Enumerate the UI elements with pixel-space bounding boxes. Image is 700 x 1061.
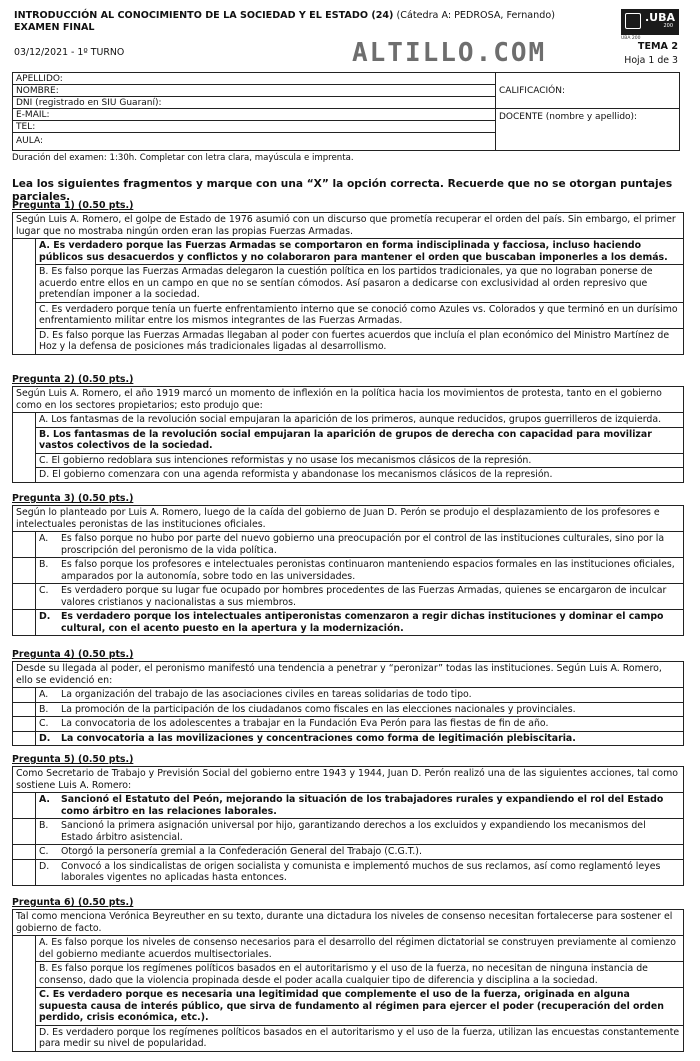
- field-aula[interactable]: AULA:: [16, 136, 43, 146]
- option-a[interactable]: [13, 532, 683, 558]
- question-6: [12, 897, 684, 1052]
- exam-type: EXAMEN FINAL: [14, 22, 95, 33]
- field-dni[interactable]: DNI (registrado en SIU Guaraní):: [13, 97, 495, 109]
- question-stem: Como Secretario de Trabajo y Previsión Social del gobierno entre 1943 y 1944, Juan D. Perón realizó una de las siguientes acciones, tal como sostiene Luis A. Romero:: [13, 767, 683, 793]
- option-c[interactable]: [13, 717, 683, 731]
- option-c[interactable]: [13, 845, 683, 859]
- option-text: Convocó a los sindicalistas de origen socialista y comunista e implementó muchos de sus reclamos, así como reglamentó leyes laborales vigentes no aplicadas hasta entonces.: [61, 860, 661, 884]
- option-c[interactable]: [35, 454, 683, 468]
- option-letter: A.: [39, 689, 49, 701]
- option-text: A. Es verdadero porque las Fuerzas Armadas se comportaron en forma indisciplinada y facciosa, incluso haciendo públicos sus desacuerdos y conflictos y no colaboraron para mantener el orden que buscaban imponerles a los demás.: [39, 240, 668, 263]
- question-4: [12, 649, 684, 746]
- student-id-box: [12, 72, 680, 151]
- option-letter: C.: [39, 846, 49, 858]
- question-2: [12, 374, 684, 483]
- option-text: C. El gobierno redoblara sus intenciones reformistas y no usase los mecanismos clásicos de la represión.: [39, 454, 532, 466]
- option-letter: B.: [39, 559, 49, 571]
- uba-logo-mark-icon: [625, 13, 641, 29]
- option-text: Sancionó la primera asignación universal por hijo, garantizando derechos a los excluidos y expandiendo los mecanismos del Estado árbitro asistencial.: [61, 820, 646, 843]
- option-text: A. Es falso porque los niveles de consenso necesarios para el desarrollo del régimen dictatorial se construyen previamente al comienzo del gobierno mediante acuerdos multisectoriales.: [39, 937, 676, 960]
- field-nombre[interactable]: NOMBRE:: [13, 85, 495, 97]
- option-text: C. Es verdadero porque tenía un fuerte enfrentamiento interno que se conoció como Azules vs. Colorados y que terminó en un durísimo enfrentamiento militar entre los mismos integrantes de las Fuerzas Armadas.: [39, 303, 678, 327]
- question-title: Pregunta 5) (0.50 pts.): [12, 754, 134, 765]
- option-c[interactable]: [35, 303, 683, 329]
- question-title: Pregunta 6) (0.50 pts.): [12, 897, 134, 908]
- exam-date: 03/12/2021 - 1º TURNO: [14, 47, 125, 58]
- option-b[interactable]: [35, 962, 683, 988]
- option-letter: A.: [39, 794, 50, 806]
- option-text: D. Es falso porque las Fuerzas Armadas llegaban al poder con fuertes acuerdos que incluía el plan económico del Ministro Martínez de Hoz y la defensa de posiciones más tradicionales ligadas al desarrollismo.: [39, 329, 670, 353]
- option-text: D. Es verdadero porque los regímenes políticos basados en el autoritarismo y el uso de la fuerza, utilizan las encuestas constantemente para medir su nivel de popularidad.: [39, 1026, 680, 1050]
- option-letter: C.: [39, 718, 49, 730]
- option-letter: A.: [39, 533, 49, 545]
- field-calificacion[interactable]: CALIFICACIÓN:: [499, 86, 566, 96]
- uba-logo: [621, 9, 679, 35]
- question-3: [12, 493, 684, 636]
- option-a[interactable]: [13, 793, 683, 819]
- question-title: Pregunta 2) (0.50 pts.): [12, 374, 134, 385]
- option-text: D. El gobierno comenzara con una agenda reformista y abandonase los mecanismos clásicos de la represión.: [39, 469, 553, 481]
- option-text: Es verdadero porque los intelectuales antiperonistas comenzaron a regir dichas instituciones y dominar el campo cultural, con el acento puesto en la apertura y la modernización.: [61, 611, 664, 634]
- option-c[interactable]: [13, 584, 683, 610]
- option-d[interactable]: [35, 329, 683, 354]
- option-b[interactable]: [13, 558, 683, 584]
- option-d[interactable]: [13, 860, 683, 885]
- option-b[interactable]: [35, 428, 683, 454]
- tema-label: TEMA 2: [637, 41, 678, 52]
- question-stem: Según Luis A. Romero, el golpe de Estado de 1976 asumió con un discurso que prometía recuperar el orden del país. Sin embargo, el primer lugar que no mostraba ningún orden eran las propias Fuerzas Armadas.: [13, 213, 683, 239]
- option-letter: D.: [39, 860, 50, 872]
- question-title: Pregunta 1) (0.50 pts.): [12, 200, 134, 211]
- id-divider: [495, 73, 496, 150]
- option-d[interactable]: [35, 1026, 683, 1051]
- option-text: Es verdadero porque su lugar fue ocupado por hombres procedentes de las Fuerzas Armadas, quienes se encargaron de inculcar valores cristianos y nacionalistas a sus miembros.: [61, 585, 667, 608]
- instructions: Lea los siguientes fragmentos y marque con una “X” la opción correcta. Recuerde que no se otorgan puntajes parciales.: [12, 178, 673, 203]
- option-a[interactable]: [35, 413, 683, 427]
- option-d[interactable]: [35, 468, 683, 481]
- option-letter: C.: [39, 585, 49, 597]
- uba-logo-caption: UBA 200: [621, 36, 641, 41]
- option-a[interactable]: [13, 688, 683, 702]
- option-letter: B.: [39, 820, 49, 832]
- uba-logo-sub: 200: [663, 23, 673, 29]
- option-text: B. Es falso porque las Fuerzas Armadas delegaron la cuestión política en los partidos tradicionales, ya que no lograban ponerse de acuerdo entre ellos en un campo en que no se sentían cómodos. Así pasaron a dedicarse con exclusividad al orden represivo que pretendían imponer a la sociedad.: [39, 266, 653, 301]
- option-text: Es falso porque los profesores e intelectuales peronistas continuaron manteniendo espacios formales en las instituciones oficiales, amparados por la autonomía, sobre todo en las universidades.: [61, 559, 675, 582]
- question-stem: Según Luis A. Romero, el año 1919 marcó un momento de inflexión en la política hacia los movimientos de protesta, tanto en el gobierno como en los sectores propietarios; esto produjo que:: [13, 387, 683, 413]
- option-c[interactable]: [35, 988, 683, 1025]
- option-text: C. Es verdadero porque es necesaria una legitimidad que complemente el uso de la fuerza, originada en alguna supuesta causa de interés público, que sirva de fundamento al régimen para ejercer el poder (recuperación del orden perdido, crisis económica, etc.).: [39, 989, 664, 1024]
- course-title: [14, 10, 555, 22]
- option-letter: B.: [39, 703, 49, 715]
- option-text: La convocatoria de los adolescentes a trabajar en la Fundación Eva Perón para las fiestas de fin de año.: [61, 718, 549, 730]
- option-text: Otorgó la personería gremial a la Confederación General del Trabajo (C.G.T.).: [61, 846, 422, 858]
- question-stem: Según lo planteado por Luis A. Romero, luego de la caída del gobierno de Juan D. Perón se produjo el desplazamiento de los profesores e intelectuales peronistas de las instituciones oficiales.: [13, 506, 683, 532]
- question-stem: Desde su llegada al poder, el peronismo manifestó una tendencia a penetrar y “peronizar” todas las instituciones. Según Luis A. Romero, ello se evidenció en:: [13, 662, 683, 688]
- question-stem: Tal como menciona Verónica Beyreuther en su texto, durante una dictadura los niveles de consenso necesitan fortalecerse para sostener el gobierno de facto.: [13, 910, 683, 936]
- option-text: A. Los fantasmas de la revolución social empujaran la aparición de los primeros, aunque reducidos, grupos guerrilleros de izquierda.: [39, 414, 662, 426]
- option-a[interactable]: [35, 936, 683, 962]
- id-right-divider: [495, 108, 679, 109]
- uba-logo-text: .UBA: [644, 11, 675, 24]
- duracion-text: Duración del examen: 1:30h. Completar con letra clara, mayúscula e imprenta.: [12, 153, 354, 163]
- field-apellido[interactable]: APELLIDO:: [13, 73, 495, 85]
- option-letter: D.: [39, 732, 51, 744]
- field-docente[interactable]: DOCENTE (nombre y apellido):: [499, 112, 638, 122]
- option-letter: D.: [39, 611, 51, 623]
- option-text: La convocatoria a las movilizaciones y concentraciones como forma de legitimación plebiscitaria.: [61, 732, 576, 744]
- option-d[interactable]: [13, 732, 683, 745]
- option-text: B. Los fantasmas de la revolución social empujaran la aparición de grupos de derecha con capacidad para movilizar vastos colectivos de la sociedad.: [39, 428, 652, 452]
- field-tel[interactable]: TEL:: [13, 121, 495, 133]
- option-text: La organización del trabajo de las asociaciones civiles en tareas solidarias de todo tipo.: [61, 689, 472, 701]
- catedra: (Cátedra A: PEDROSA, Fernando): [396, 10, 555, 21]
- option-b[interactable]: [35, 265, 683, 302]
- option-text: B. Es falso porque los regímenes políticos basados en el autoritarismo y el uso de la fuerza, no necesitan de ninguna instancia de consenso, dado que la violencia propinada desde el poder acalla cualquier tipo de diferencia y disciplina a la sociedad.: [39, 963, 648, 986]
- option-text: Sancionó el Estatuto del Peón, mejorando la situación de los trabajadores rurales y expandiendo el rol del Estado como árbitro en las relaciones laborales.: [61, 794, 664, 817]
- question-title: Pregunta 3) (0.50 pts.): [12, 493, 134, 504]
- page-indicator: Hoja 1 de 3: [624, 55, 678, 66]
- option-b[interactable]: [13, 819, 683, 845]
- question-1: [12, 200, 684, 355]
- question-title: Pregunta 4) (0.50 pts.): [12, 649, 134, 660]
- field-email[interactable]: E-MAIL:: [13, 109, 495, 121]
- option-text: Es falso porque no hubo por parte del nuevo gobierno una preocupación por el control de las instituciones culturales, sino por la proscripción del peronismo de la vida política.: [61, 533, 665, 556]
- option-text: La promoción de la participación de los ciudadanos como fiscales en las elecciones nacionales y provinciales.: [61, 703, 576, 715]
- question-5: [12, 754, 684, 886]
- option-b[interactable]: [13, 703, 683, 717]
- option-a[interactable]: [35, 239, 683, 265]
- option-d[interactable]: [13, 610, 683, 635]
- course-name: INTRODUCCIÓN AL CONOCIMIENTO DE LA SOCIEDAD Y EL ESTADO (24): [14, 10, 394, 21]
- watermark: ALTILLO.COM: [352, 38, 547, 68]
